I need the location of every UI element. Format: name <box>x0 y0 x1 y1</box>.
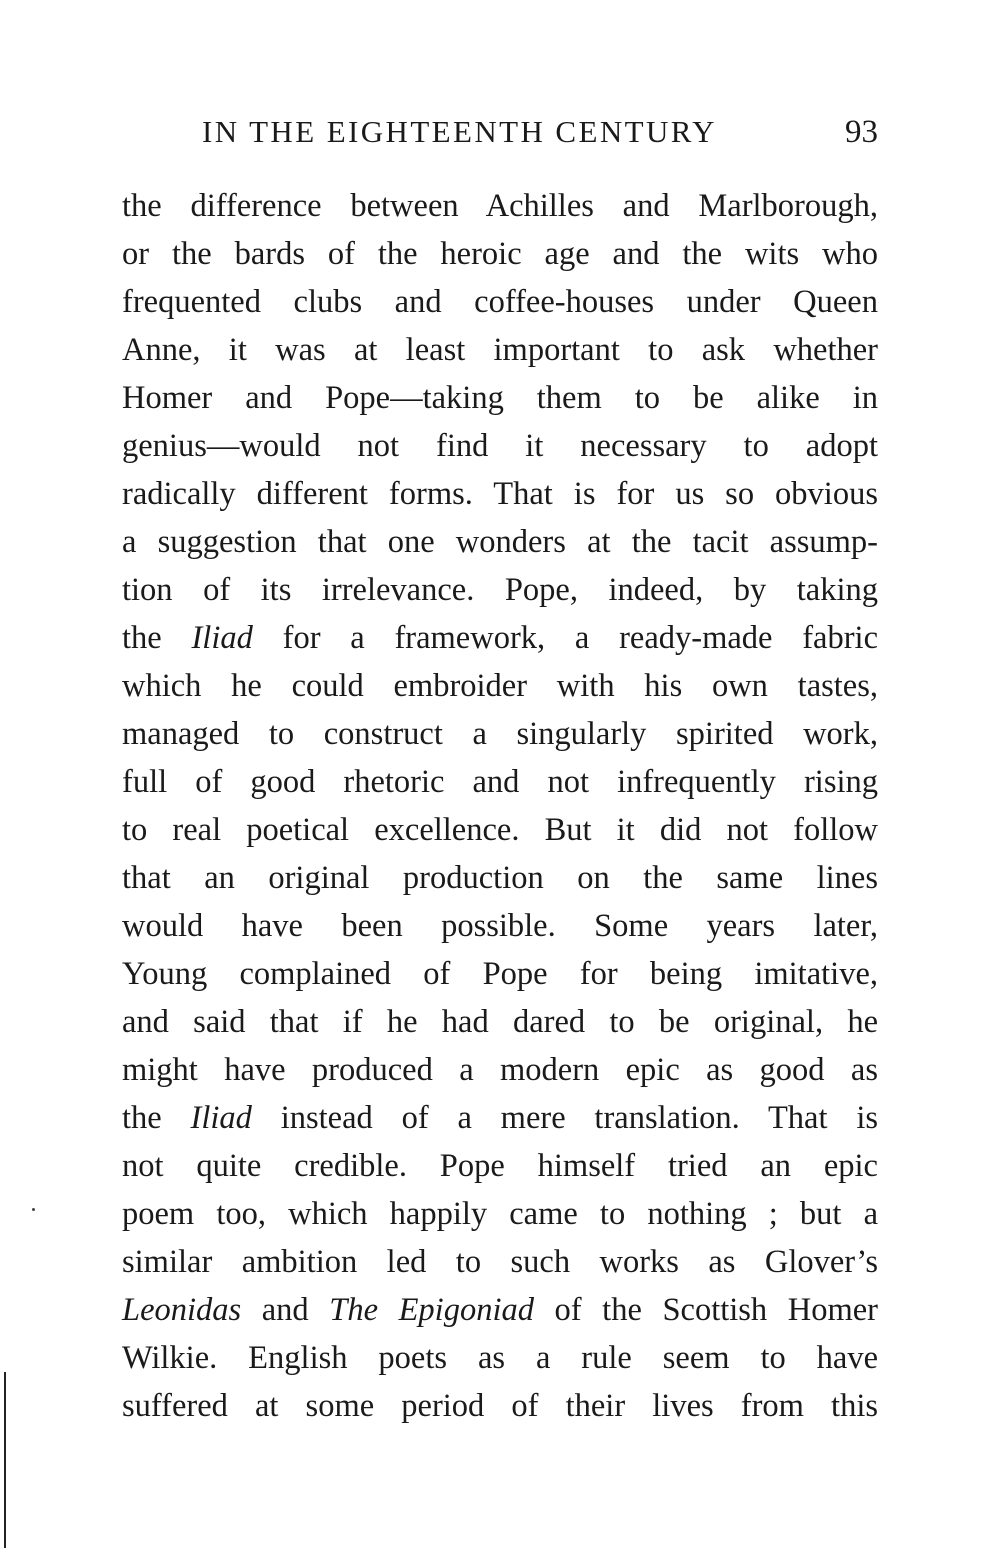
text-line: the difference between Achilles and Marlborough, <box>122 188 878 224</box>
running-title: IN THE EIGHTEENTH CENTURY <box>202 114 717 149</box>
text-line: suffered at some period of their lives from this <box>122 1388 878 1424</box>
text-line: tion of its irrelevance. Pope, indeed, by taking <box>122 572 878 608</box>
text-segment: of the Scottish Homer <box>533 1292 878 1328</box>
italic-title: The Epigoniad <box>329 1292 534 1328</box>
text-segment: the <box>122 620 192 656</box>
body-text <box>122 182 878 1430</box>
text-line: similar ambition led to such works as Glover’s <box>122 1244 878 1280</box>
text-line: radically different forms. That is for us so obvious <box>122 476 878 512</box>
text-line: managed to construct a singularly spirited work, <box>122 716 878 752</box>
italic-title: Iliad <box>191 620 253 656</box>
text-segment: the <box>122 1100 191 1136</box>
italic-title: Iliad <box>190 1100 252 1136</box>
text-segment: instead of a mere translation. That is <box>251 1100 878 1136</box>
text-line: which he could embroider with his own tastes, <box>122 668 878 704</box>
text-line: Wilkie. English poets as a rule seem to have <box>122 1340 878 1376</box>
margin-scan-rule <box>4 1372 6 1548</box>
text-line: full of good rhetoric and not infrequently rising <box>122 764 878 800</box>
page-number: 93 <box>845 114 878 150</box>
italic-title: Leonidas <box>122 1292 242 1328</box>
text-line: Young complained of Pope for being imitative, <box>122 956 878 992</box>
text-line: might have produced a modern epic as good as <box>122 1052 878 1088</box>
running-head <box>122 114 878 158</box>
text-line: poem too, which happily came to nothing ; but a <box>122 1196 878 1232</box>
text-line: Anne, it was at least important to ask whether <box>122 332 878 368</box>
text-line: Homer and Pope—taking them to be alike in <box>122 380 878 416</box>
margin-speck <box>32 1208 35 1211</box>
text-line: or the bards of the heroic age and the wits who <box>122 236 878 272</box>
text-line-with-italic <box>122 1094 878 1142</box>
text-segment: for a framework, a ready-made fabric <box>252 620 878 656</box>
text-line-with-italic <box>122 614 878 662</box>
text-line: not quite credible. Pope himself tried an epic <box>122 1148 878 1184</box>
text-line-with-italic <box>122 1286 878 1334</box>
text-line: and said that if he had dared to be original, he <box>122 1004 878 1040</box>
text-line: frequented clubs and coffee-houses under Queen <box>122 284 878 320</box>
text-line: genius—would not find it necessary to adopt <box>122 428 878 464</box>
text-segment: and <box>241 1292 330 1328</box>
text-line: a suggestion that one wonders at the tacit assump- <box>122 524 878 560</box>
text-line: to real poetical excellence. But it did not follow <box>122 812 878 848</box>
text-line: would have been possible. Some years later, <box>122 908 878 944</box>
text-line: that an original production on the same lines <box>122 860 878 896</box>
